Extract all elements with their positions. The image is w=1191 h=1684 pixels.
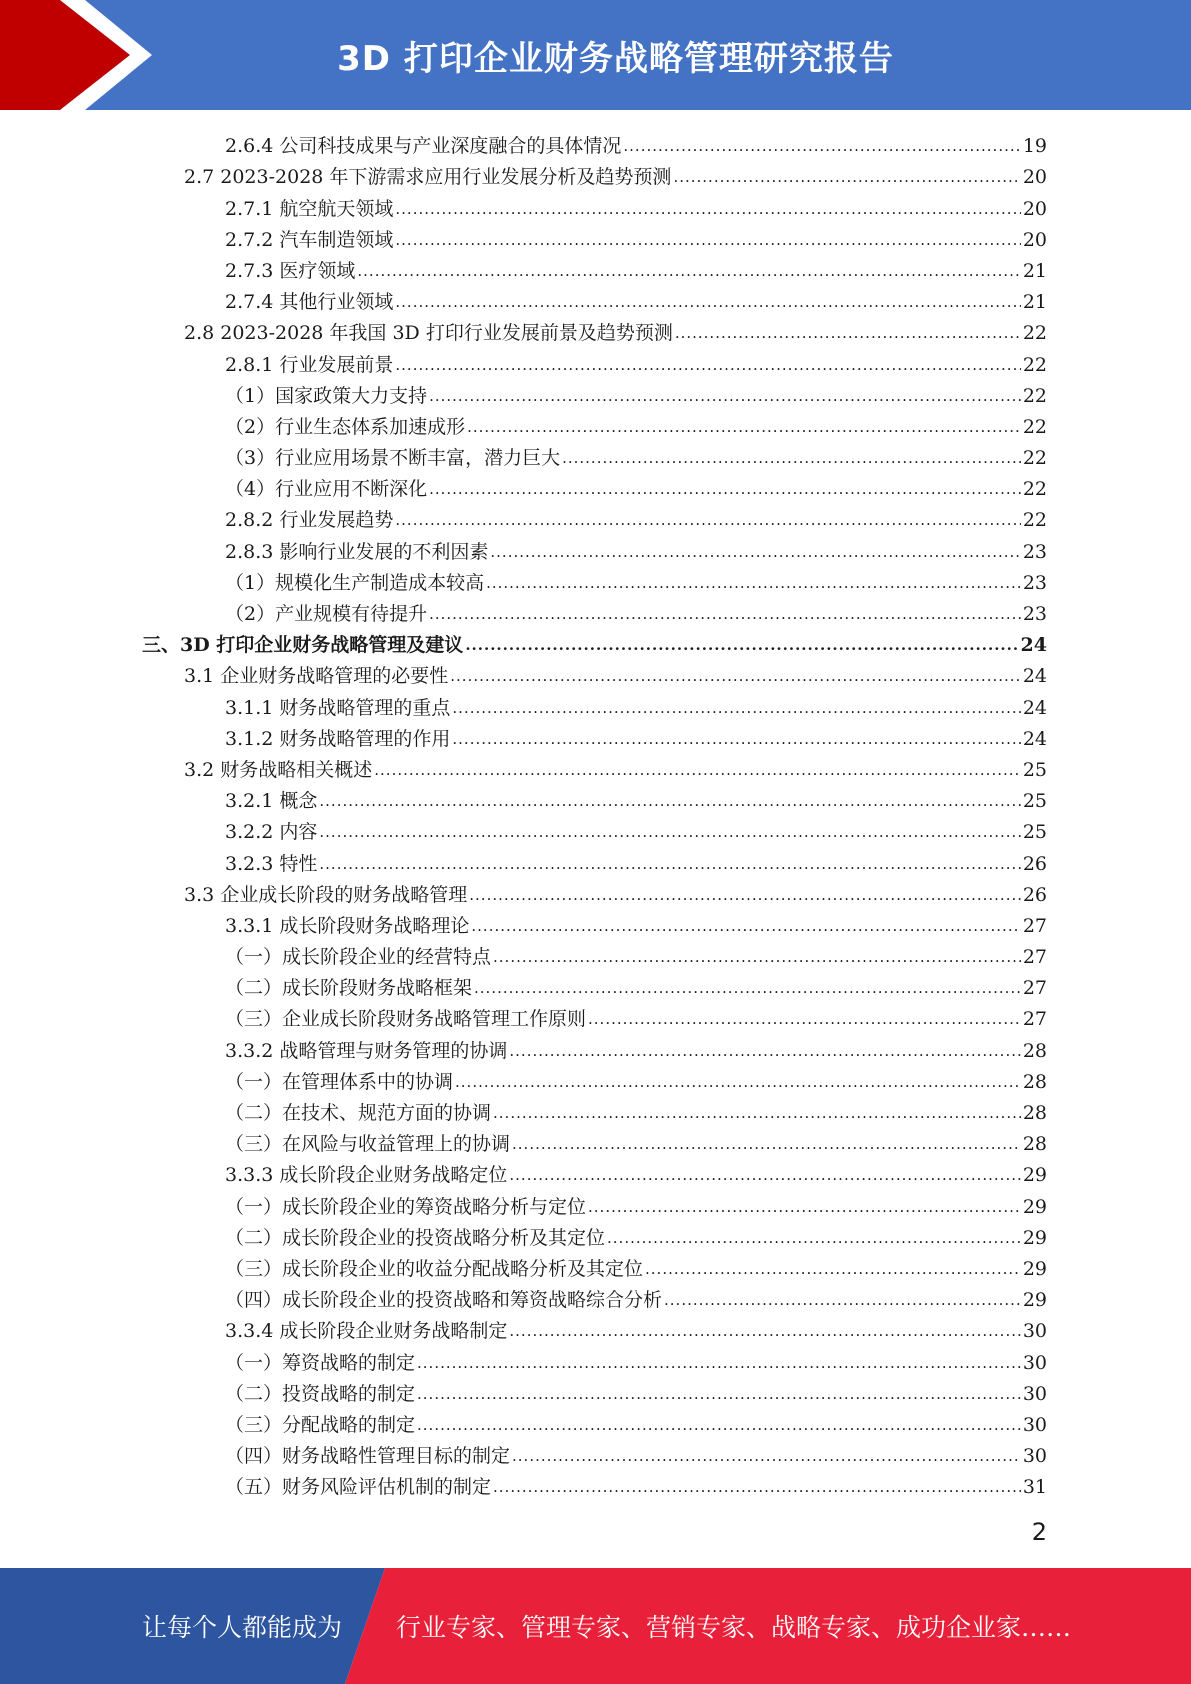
- toc-entry[interactable]: [0, 876, 1191, 907]
- toc-entry[interactable]: [0, 501, 1191, 532]
- toc-entry-label: （四）财务战略性管理目标的制定: [225, 1445, 511, 1468]
- toc-entry[interactable]: [0, 1063, 1191, 1094]
- toc-entry[interactable]: [0, 408, 1191, 439]
- toc-entry[interactable]: [0, 938, 1191, 969]
- toc-entry-page: 27: [1022, 914, 1047, 937]
- toc-leader-dots: [471, 914, 1020, 938]
- toc-entry[interactable]: [0, 470, 1191, 501]
- toc-entry-label: 2.7.4 其他行业领域: [225, 291, 394, 314]
- toc-entry[interactable]: [0, 813, 1191, 844]
- toc-entry-label: 2.6.4 公司科技成果与产业深度融合的具体情况: [225, 135, 622, 158]
- toc-leader-dots: [395, 197, 1020, 221]
- toc-entry-label: （2）行业生态体系加速成形: [225, 415, 466, 438]
- toc-entry[interactable]: [0, 1250, 1191, 1281]
- toc-entry-page: 24: [1022, 696, 1047, 719]
- toc-entry[interactable]: [0, 1219, 1191, 1250]
- toc-entry-page: 29: [1022, 1289, 1047, 1312]
- toc-entry[interactable]: [0, 969, 1191, 1000]
- toc-entry-label: 3.3.1 成长阶段财务战略理论: [225, 914, 470, 937]
- toc-entry-page: 30: [1022, 1413, 1047, 1436]
- toc-entry-label: 3.3.3 成长阶段企业财务战略定位: [225, 1164, 508, 1187]
- toc-leader-dots: [493, 1475, 1021, 1499]
- toc-entry-label: （一）在管理体系中的协调: [225, 1070, 454, 1093]
- toc-entry[interactable]: [0, 1031, 1191, 1062]
- toc-entry[interactable]: [0, 252, 1191, 283]
- toc-entry[interactable]: [0, 1125, 1191, 1156]
- toc-leader-dots: [465, 633, 1018, 657]
- toc-leader-dots: [319, 789, 1020, 813]
- toc-entry-page: 24: [1020, 634, 1047, 657]
- toc-leader-dots: [429, 477, 1021, 501]
- toc-leader-dots: [588, 1007, 1021, 1031]
- toc-entry-label: 2.8.3 影响行业发展的不利因素: [225, 540, 489, 563]
- page-header: [0, 0, 1191, 110]
- toc-leader-dots: [493, 945, 1021, 969]
- toc-leader-dots: [429, 602, 1021, 626]
- toc-entry-label: 3.2.2 内容: [225, 821, 318, 844]
- toc-leader-dots: [417, 1382, 1021, 1406]
- toc-entry[interactable]: [0, 1000, 1191, 1031]
- toc-leader-dots: [319, 820, 1020, 844]
- toc-entry-label: 3.3.2 战略管理与财务管理的协调: [225, 1039, 508, 1062]
- toc-leader-dots: [395, 290, 1020, 314]
- toc-entry-page: 22: [1022, 478, 1047, 501]
- toc-entry[interactable]: [0, 283, 1191, 314]
- toc-entry-page: 30: [1022, 1351, 1047, 1374]
- toc-leader-dots: [675, 321, 1021, 345]
- page-number: 2: [1031, 1518, 1047, 1546]
- toc-entry[interactable]: [0, 844, 1191, 875]
- toc-leader-dots: [452, 727, 1020, 751]
- toc-leader-dots: [486, 571, 1021, 595]
- toc-entry-page: 28: [1022, 1133, 1047, 1156]
- toc-entry-page: 22: [1022, 322, 1047, 345]
- toc-entry-label: （一）成长阶段企业的经营特点: [225, 946, 492, 969]
- toc-entry[interactable]: [0, 1094, 1191, 1125]
- toc-entry[interactable]: [0, 907, 1191, 938]
- toc-leader-dots: [429, 384, 1021, 408]
- toc-entry[interactable]: [0, 127, 1191, 158]
- toc-entry-page: 28: [1022, 1039, 1047, 1062]
- toc-entry-page: 28: [1022, 1102, 1047, 1124]
- toc-entry-label: （三）企业成长阶段财务战略管理工作原则: [225, 1008, 587, 1031]
- toc-entry-page: 20: [1022, 228, 1047, 251]
- toc-entry-label: 2.8.2 行业发展趋势: [225, 509, 394, 532]
- toc-entry-label: 3.3.4 成长阶段企业财务战略制定: [225, 1320, 508, 1343]
- toc-entry-page: 29: [1022, 1164, 1047, 1187]
- toc-leader-dots: [467, 415, 1021, 439]
- toc-entry-label: （三）成长阶段企业的收益分配战略分析及其定位: [225, 1257, 644, 1280]
- toc-entry-label: 2.8 2023-2028 年我国 3D 打印行业发展前景及趋势预测: [184, 322, 673, 345]
- toc-entry-page: 21: [1022, 291, 1047, 314]
- toc-entry-label: 3.2 财务战略相关概述: [184, 758, 373, 781]
- toc-entry[interactable]: [0, 688, 1191, 719]
- toc-entry-label: 2.8.1 行业发展前景: [225, 353, 394, 376]
- toc-entry-page: 27: [1022, 1008, 1047, 1031]
- toc-entry-page: 30: [1022, 1445, 1047, 1468]
- toc-entry-label: 三、3D 打印企业财务战略管理及建议: [142, 634, 464, 657]
- toc-leader-dots: [469, 883, 1021, 907]
- toc-entry-page: 19: [1022, 135, 1047, 158]
- report-title: 3D 打印企业财务战略管理研究报告: [337, 38, 894, 79]
- toc-leader-dots: [512, 1444, 1021, 1468]
- toc-entry-label: （二）投资战略的制定: [225, 1382, 416, 1405]
- toc-entry-label: （1）国家政策大力支持: [225, 384, 428, 407]
- toc-entry-page: 22: [1022, 384, 1047, 407]
- toc-entry-label: （三）在风险与收益管理上的协调: [225, 1133, 511, 1156]
- toc-entry-page: 29: [1022, 1257, 1047, 1280]
- toc-entry-page: 22: [1022, 447, 1047, 470]
- toc-entry-label: 3.2.1 概念: [225, 790, 318, 813]
- toc-entry-page: 23: [1022, 603, 1047, 625]
- toc-entry[interactable]: [0, 564, 1191, 595]
- toc-entry[interactable]: [0, 314, 1191, 345]
- toc-entry-page: 30: [1022, 1382, 1047, 1405]
- footer-slogan-left: 让每个人都能成为: [142, 1613, 343, 1642]
- toc-entry-label: （二）成长阶段财务战略框架: [225, 977, 473, 1000]
- toc-entry-page: 30: [1022, 1320, 1047, 1343]
- toc-leader-dots: [319, 852, 1020, 876]
- toc-entry[interactable]: [0, 751, 1191, 782]
- toc-leader-dots: [452, 696, 1020, 720]
- page-footer: [0, 1568, 1191, 1684]
- toc-entry[interactable]: [0, 1156, 1191, 1187]
- toc-entry[interactable]: [0, 720, 1191, 751]
- toc-entry-label: （3）行业应用场景不断丰富，潜力巨大: [225, 447, 561, 470]
- toc-entry[interactable]: [0, 532, 1191, 563]
- toc-entry-page: 31: [1022, 1476, 1047, 1499]
- toc-entry-page: 21: [1022, 259, 1047, 282]
- toc-entry[interactable]: [0, 158, 1191, 189]
- toc-leader-dots: [417, 1413, 1021, 1437]
- toc-entry-page: 22: [1022, 353, 1047, 376]
- footer-slogan-right: 行业专家、管理专家、营销专家、战略专家、成功企业家……: [396, 1613, 1072, 1642]
- toc-entry-label: （4）行业应用不断深化: [225, 478, 428, 501]
- toc-entry-page: 25: [1022, 758, 1047, 781]
- toc-leader-dots: [509, 1163, 1020, 1187]
- toc-entry-label: 3.1.1 财务战略管理的重点: [225, 696, 451, 719]
- toc-leader-dots: [395, 353, 1020, 377]
- toc-entry[interactable]: [0, 657, 1191, 688]
- table-of-contents: [0, 127, 1191, 1499]
- toc-entry-page: 24: [1022, 727, 1047, 750]
- toc-entry[interactable]: [0, 1187, 1191, 1218]
- toc-entry-label: （一）筹资战略的制定: [225, 1351, 416, 1374]
- toc-entry-page: 24: [1022, 665, 1047, 688]
- toc-entry-page: 23: [1022, 571, 1047, 594]
- toc-entry[interactable]: [0, 1468, 1191, 1499]
- toc-entry-page: 26: [1022, 883, 1047, 906]
- toc-entry-label: （三）分配战略的制定: [225, 1413, 416, 1436]
- toc-entry-label: （2）产业规模有待提升: [225, 603, 428, 625]
- toc-leader-dots: [395, 228, 1020, 252]
- toc-entry-label: （二）成长阶段企业的投资战略分析及其定位: [225, 1226, 606, 1249]
- toc-entry[interactable]: [0, 439, 1191, 470]
- toc-entry-page: 25: [1022, 821, 1047, 844]
- toc-leader-dots: [450, 664, 1021, 688]
- toc-leader-dots: [607, 1226, 1021, 1250]
- toc-entry[interactable]: [0, 782, 1191, 813]
- toc-entry-page: 20: [1022, 197, 1047, 220]
- toc-entry-page: 27: [1022, 946, 1047, 969]
- toc-entry-label: 3.3 企业成长阶段的财务战略管理: [184, 883, 468, 906]
- toc-entry-label: （五）财务风险评估机制的制定: [225, 1476, 492, 1499]
- toc-entry[interactable]: [0, 221, 1191, 252]
- toc-entry-page: 29: [1022, 1195, 1047, 1218]
- toc-entry-label: （一）成长阶段企业的筹资战略分析与定位: [225, 1195, 587, 1218]
- toc-entry-label: （1）规模化生产制造成本较高: [225, 571, 485, 594]
- toc-leader-dots: [509, 1319, 1020, 1343]
- toc-entry-page: 22: [1022, 509, 1047, 532]
- toc-entry[interactable]: [0, 595, 1191, 626]
- toc-entry-page: 28: [1022, 1070, 1047, 1093]
- toc-entry[interactable]: [0, 377, 1191, 408]
- toc-entry[interactable]: [0, 345, 1191, 376]
- toc-entry-label: 2.7 2023-2028 年下游需求应用行业发展分析及趋势预测: [184, 166, 672, 189]
- toc-entry[interactable]: [0, 1343, 1191, 1374]
- toc-entry[interactable]: [0, 626, 1191, 657]
- toc-leader-dots: [664, 1288, 1021, 1312]
- toc-leader-dots: [562, 446, 1021, 470]
- toc-entry-label: 2.7.1 航空航天领域: [225, 197, 394, 220]
- toc-leader-dots: [374, 758, 1021, 782]
- toc-entry-label: 3.2.3 特性: [225, 852, 318, 875]
- toc-entry-label: 2.7.2 汽车制造领域: [225, 228, 394, 251]
- toc-entry-page: 20: [1022, 166, 1047, 189]
- toc-entry-page: 27: [1022, 977, 1047, 1000]
- toc-entry[interactable]: [0, 1406, 1191, 1437]
- toc-leader-dots: [645, 1257, 1021, 1281]
- toc-entry-label: 3.1.2 财务战略管理的作用: [225, 727, 451, 750]
- toc-leader-dots: [509, 1039, 1020, 1063]
- toc-entry-label: 2.7.3 医疗领域: [225, 259, 356, 282]
- toc-leader-dots: [588, 1195, 1021, 1219]
- toc-entry-page: 22: [1022, 415, 1047, 438]
- toc-entry[interactable]: [0, 1375, 1191, 1406]
- toc-entry-page: 25: [1022, 790, 1047, 813]
- toc-leader-dots: [357, 259, 1020, 283]
- toc-entry[interactable]: [0, 1312, 1191, 1343]
- toc-entry[interactable]: [0, 189, 1191, 220]
- toc-entry-label: （四）成长阶段企业的投资战略和筹资战略综合分析: [225, 1289, 663, 1312]
- toc-leader-dots: [673, 165, 1020, 189]
- toc-leader-dots: [474, 976, 1021, 1000]
- toc-entry[interactable]: [0, 1437, 1191, 1468]
- toc-leader-dots: [623, 134, 1020, 158]
- toc-entry-label: 3.1 企业财务战略管理的必要性: [184, 665, 449, 688]
- toc-leader-dots: [455, 1070, 1021, 1094]
- toc-entry-page: 23: [1022, 540, 1047, 563]
- toc-entry-page: 29: [1022, 1226, 1047, 1249]
- toc-leader-dots: [395, 508, 1020, 532]
- toc-leader-dots: [493, 1101, 1021, 1125]
- toc-leader-dots: [490, 540, 1020, 564]
- toc-leader-dots: [417, 1351, 1021, 1375]
- toc-entry[interactable]: [0, 1281, 1191, 1312]
- toc-leader-dots: [512, 1132, 1021, 1156]
- toc-entry-label: （二）在技术、规范方面的协调: [225, 1102, 492, 1124]
- toc-entry-page: 26: [1022, 852, 1047, 875]
